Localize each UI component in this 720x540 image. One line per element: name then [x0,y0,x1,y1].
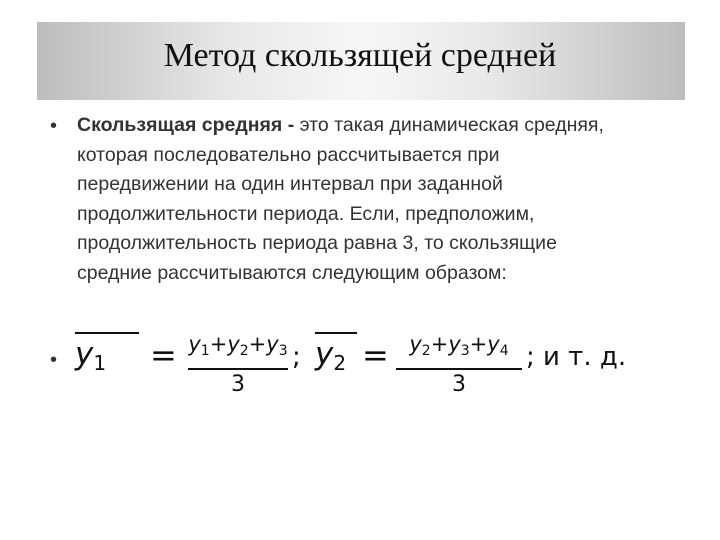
formula-tail: ; и т. д. [526,342,627,372]
definition-paragraph [77,111,677,288]
subscript: 3 [460,343,470,359]
definition-line: продолжительности периода. Если, предположим, [77,202,535,225]
bullet-icon: • [50,349,58,371]
subscript: 1 [93,351,107,375]
separator: ; [292,342,301,372]
var-y: y [266,332,279,356]
subscript: 2 [421,343,431,359]
var-y: y [487,332,500,356]
var-y: y [315,336,334,372]
var-y: y [188,332,201,356]
fraction-2-bar [396,368,522,370]
fraction-1 [188,331,288,398]
var-y: y [227,332,240,356]
equals-sign: = [362,336,389,374]
var-y: y [409,332,422,356]
var-y: y [448,332,461,356]
definition-line: средние рассчитываются следующим образом: [77,261,507,284]
fraction-2-numerator [396,331,522,364]
definition-line-1 [77,111,677,141]
subscript: 2 [333,351,347,375]
subscript: 4 [499,343,509,359]
definition-line: которая последовательно рассчитывается при [77,143,500,166]
overline [75,332,139,334]
slide-title: Метод скользящей средней [163,37,557,74]
plus-sign: + [469,332,488,356]
subscript: 2 [239,343,249,359]
definition-line: продолжительность периода равна 3, то скользящие [77,232,557,254]
fraction-2-denominator: 3 [452,372,466,397]
fraction-1-bar [188,368,288,370]
definition-line: передвижении на один интервал при заданной [77,173,503,195]
bullet-icon: • [50,115,58,137]
plus-sign: + [430,332,449,356]
y1-mean [75,336,106,375]
overline [315,332,357,334]
equals-sign: = [150,336,177,374]
fraction-2 [396,331,522,398]
plus-sign: + [248,332,267,356]
var-y: y [75,336,94,372]
plus-sign: + [209,332,228,356]
y2-mean [315,336,346,375]
definition-text: это такая динамическая средняя, [294,114,604,136]
fraction-1-denominator: 3 [231,372,245,397]
definition-term: Скользящая средняя - [77,114,295,136]
subscript: 3 [278,343,288,359]
subscript: 1 [200,343,210,359]
fraction-1-numerator [188,331,288,364]
